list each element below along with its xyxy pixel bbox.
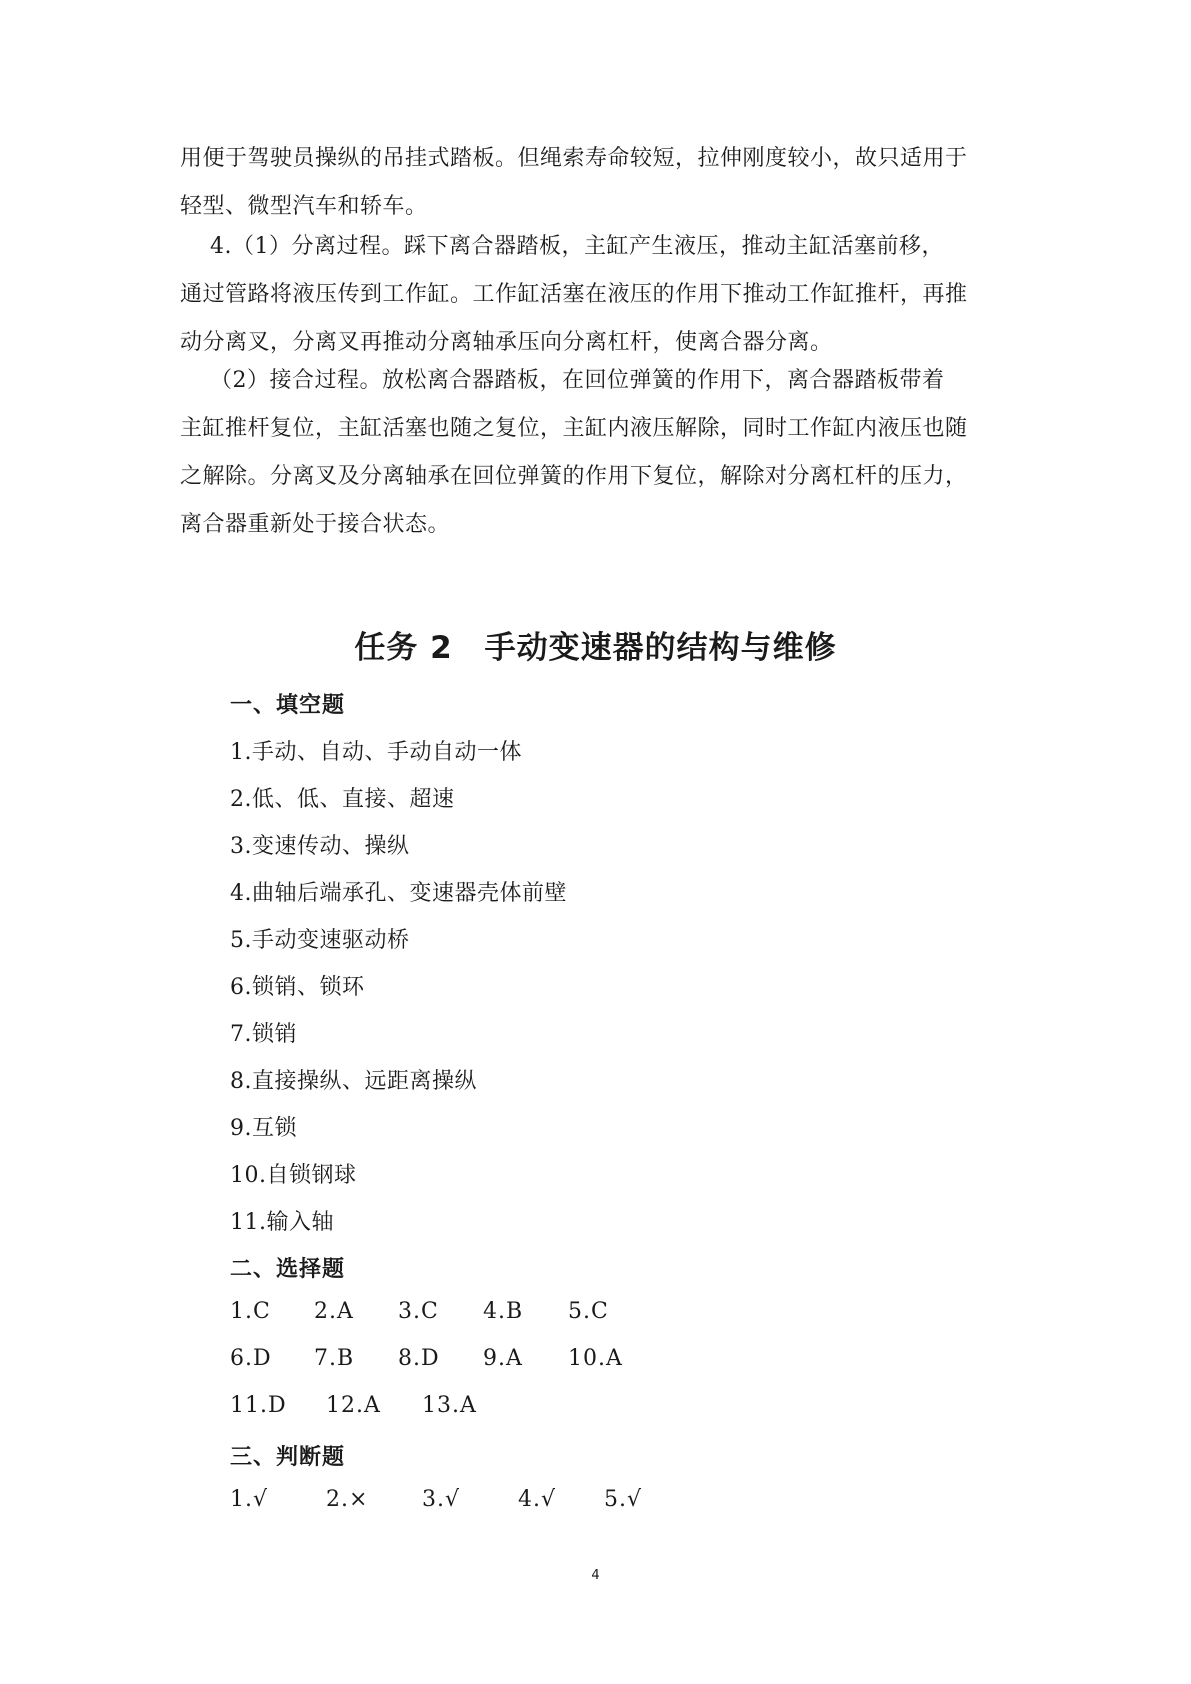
fill-answer-item: 1.手动、自动、手动自动一体 <box>230 740 522 765</box>
paragraph-line: 轻型、微型汽车和轿车。 <box>180 194 428 219</box>
choice-answer: 9.A <box>483 1346 523 1371</box>
fill-answer-item: 2.低、低、直接、超速 <box>230 787 455 812</box>
judge-answer: 5.√ <box>604 1487 643 1512</box>
page-number: 4 <box>591 1568 600 1583</box>
judge-answer: 2.× <box>326 1487 369 1512</box>
task-title: 任务 2 手动变速器的结构与维修 <box>354 630 837 666</box>
paragraph-line: 通过管路将液压传到工作缸。工作缸活塞在液压的作用下推动工作缸推杆，再推 <box>180 282 968 307</box>
fill-answer-item: 4.曲轴后端承孔、变速器壳体前壁 <box>230 881 567 906</box>
paragraph-line: 主缸推杆复位，主缸活塞也随之复位，主缸内液压解除，同时工作缸内液压也随 <box>180 416 968 441</box>
choice-answer: 10.A <box>568 1346 623 1371</box>
choice-answer: 2.A <box>314 1299 354 1324</box>
paragraph-line: 离合器重新处于接合状态。 <box>180 512 451 537</box>
paragraph-intro <box>180 135 1020 231</box>
paragraph-line: 动分离叉，分离叉再推动分离轴承压向分离杠杆，使离合器分离。 <box>180 330 833 355</box>
choice-answer: 1.C <box>230 1299 271 1324</box>
section-heading-fill-blank: 一、填空题 <box>230 693 346 718</box>
judge-answer: 1.√ <box>230 1487 269 1512</box>
paragraph-engagement-process <box>180 357 1020 549</box>
fill-answer-item: 6.锁销、锁环 <box>230 975 365 1000</box>
choice-answer: 6.D <box>230 1346 272 1371</box>
choice-answer: 5.C <box>568 1299 609 1324</box>
choice-answer: 4.B <box>483 1299 524 1324</box>
choice-answer: 8.D <box>398 1346 440 1371</box>
judge-answer: 4.√ <box>518 1487 557 1512</box>
fill-answer-item: 8.直接操纵、远距离操纵 <box>230 1069 477 1094</box>
choice-answer: 3.C <box>398 1299 439 1324</box>
fill-answer-item: 7.锁销 <box>230 1022 297 1047</box>
fill-answer-item: 10.自锁钢球 <box>230 1163 357 1188</box>
paragraph-line: 用便于驾驶员操纵的吊挂式踏板。但绳索寿命较短，拉伸刚度较小，故只适用于 <box>180 146 968 171</box>
paragraph-line: 4.（1）分离过程。踩下离合器踏板，主缸产生液压，推动主缸活塞前移， <box>180 234 944 259</box>
choice-answer: 12.A <box>326 1393 381 1418</box>
fill-answer-item: 9.互锁 <box>230 1116 297 1141</box>
paragraph-line: 之解除。分离叉及分离轴承在回位弹簧的作用下复位，解除对分离杠杆的压力， <box>180 464 968 489</box>
choice-answer: 11.D <box>230 1393 287 1418</box>
fill-answer-item: 11.输入轴 <box>230 1210 334 1235</box>
section-heading-judge: 三、判断题 <box>230 1445 346 1470</box>
fill-answer-item: 3.变速传动、操纵 <box>230 834 410 859</box>
paragraph-separation-process <box>180 223 1020 367</box>
choice-answer: 7.B <box>314 1346 355 1371</box>
choice-answer: 13.A <box>422 1393 477 1418</box>
paragraph-line: （2）接合过程。放松离合器踏板，在回位弹簧的作用下，离合器踏板带着 <box>180 368 945 393</box>
judge-answer: 3.√ <box>422 1487 461 1512</box>
fill-answer-item: 5.手动变速驱动桥 <box>230 928 410 953</box>
section-heading-choice: 二、选择题 <box>230 1257 346 1282</box>
